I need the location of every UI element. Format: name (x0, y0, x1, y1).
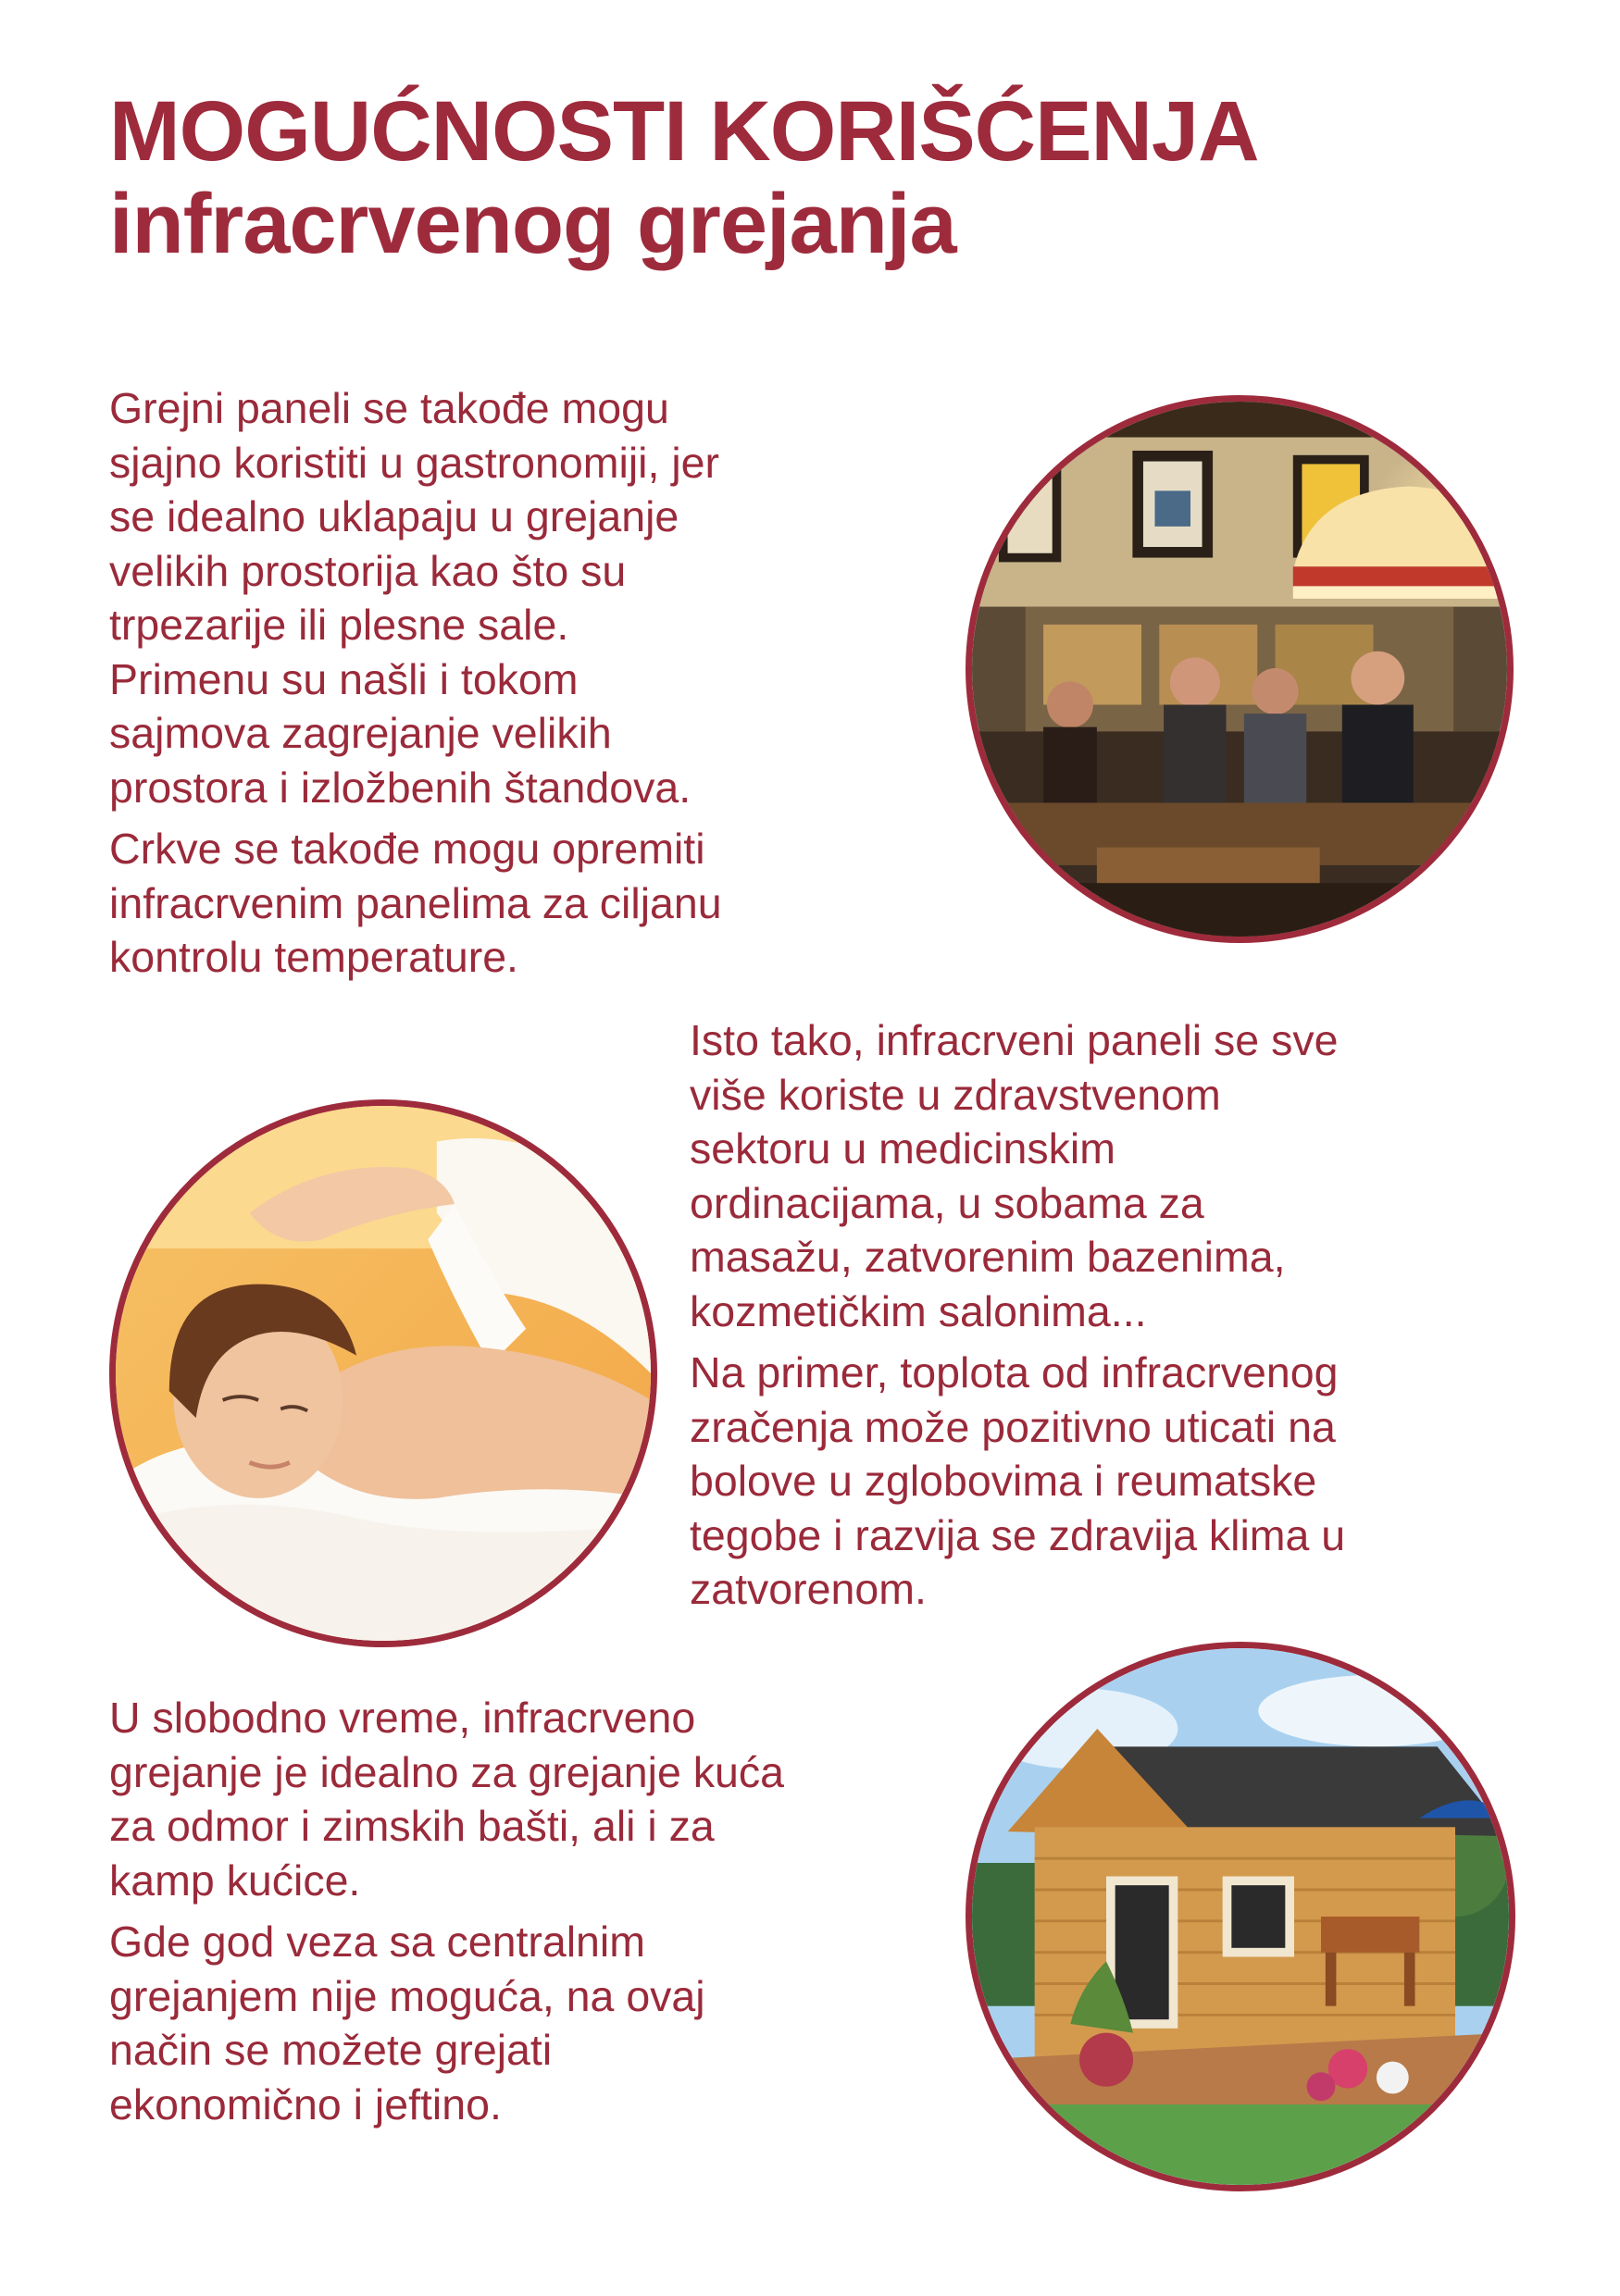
text-line: masažu, zatvorenim bazenima, (690, 1233, 1286, 1281)
massage-photo (109, 1099, 657, 1647)
text-line: U slobodno vreme, infracrveno (109, 1694, 696, 1742)
text-line: se idealno uklapaju u grejanje (109, 492, 679, 540)
gastronomy-text (109, 381, 905, 992)
text-line: bolove u zglobovima i reumatske (690, 1457, 1317, 1505)
text-line: zatvorenom. (690, 1565, 927, 1613)
title-line-2: infracrvenog grejanja (109, 177, 956, 271)
restaurant-photo (966, 395, 1514, 943)
text-line: Gde god veza sa centralnim (109, 1917, 645, 1966)
text-line: Na primer, toplota od infracrvenog (690, 1348, 1339, 1396)
text-line: za odmor i zimskih bašti, ali i za (109, 1802, 715, 1850)
paragraph (109, 1915, 942, 2131)
text-line: grejanje je idealno za grejanje kuća (109, 1747, 784, 1796)
text-line: zračenja može pozitivno uticati na (690, 1402, 1336, 1451)
text-line: trpezarije ili plesne sale. (109, 601, 569, 649)
text-line: Primenu su našli i tokom (109, 654, 579, 703)
paragraph (109, 1691, 942, 1907)
paragraph (690, 1346, 1523, 1617)
text-line: Crkve se takođe mogu opremiti (109, 825, 705, 873)
text-line: način se možete grejati (109, 2026, 553, 2074)
text-line: ekonomično i jeftino. (109, 2079, 502, 2128)
text-line: više koriste u zdravstvenom (690, 1070, 1221, 1119)
paragraph (109, 822, 905, 985)
text-line: sajmova zagrejanje velikih (109, 709, 612, 757)
text-line: sektoru u medicinskim (690, 1124, 1115, 1173)
title-line-1: MOGUĆNOSTI KORIŠĆENJA (109, 84, 1259, 179)
text-line: grejanjem nije moguća, na ovaj (109, 1971, 705, 2020)
leisure-text (109, 1691, 942, 2139)
text-line: ordinacijama, u sobama za (690, 1178, 1204, 1227)
text-line: sjajno koristiti u gastronomiji, jer (109, 438, 719, 487)
text-line: tegobe i razvija se zdravija klima u (690, 1510, 1346, 1559)
text-line: velikih prostorija kao što su (109, 546, 627, 595)
text-line: prostora i izložbenih štandova. (109, 763, 692, 812)
text-line: kozmetičkim salonima... (690, 1286, 1147, 1335)
cabin-photo (966, 1642, 1515, 2191)
text-line: kamp kućice. (109, 1855, 361, 1905)
text-line: kontrolu temperature. (109, 933, 518, 981)
text-line: infracrvenim panelima za ciljanu (109, 878, 722, 927)
paragraph (109, 381, 905, 814)
health-text (690, 1013, 1523, 1624)
page-title (109, 85, 1259, 270)
text-line: Grejni paneli se takođe mogu (109, 384, 669, 432)
text-line: Isto tako, infracrveni paneli se sve (690, 1016, 1339, 1064)
paragraph (690, 1013, 1523, 1338)
